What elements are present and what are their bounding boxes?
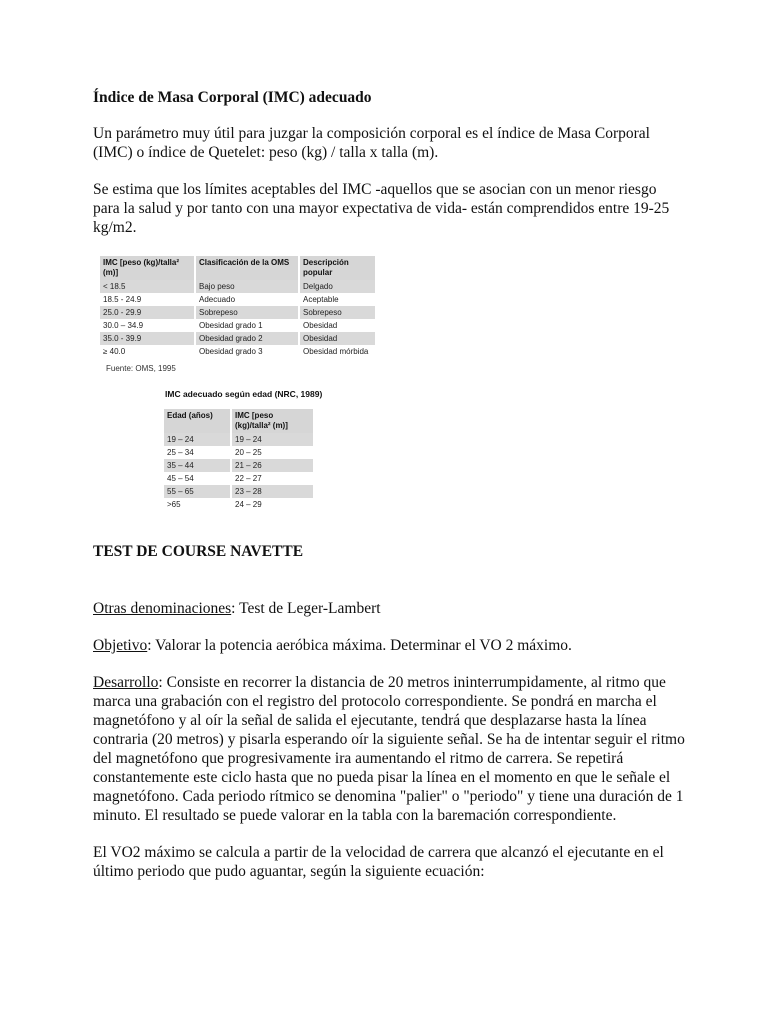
table-row — [164, 498, 314, 511]
text-desarrollo: : Consiste en recorrer la distancia de 20 metros ininterrumpidamente, al ritmo que marca una grabación con el registro del protocolo correspondiente. Se pondrá en marcha el magnetófono y al oír la señal de salida el ejecutante, tendrá que desplazarse hasta la línea contraria (20 metros) y pisarla esperando oír la siguiente señal. Se ha de intentar seguir el ritmo del magnetófono que progresivamente ira aumentando el ritmo de carrera. Se repetirá constantemente este ciclo hasta que no pueda pisar la línea en el momento en que le señale el magnetófono. Cada periodo rítmico se denomina "palier" o "periodo" y tiene una duración de 1 minuto. El resultado se puede valorar en la tabla con la baremación correspondiente. — [93, 674, 685, 824]
text-otras: : Test de Leger-Lambert — [231, 600, 381, 617]
table-cell: Obesidad — [299, 332, 376, 345]
table-cell: Sobrepeso — [195, 306, 299, 319]
table-cell: 55 – 65 — [164, 485, 231, 498]
table-cell: 24 – 29 — [231, 498, 314, 511]
table2-header-imc: IMC [peso (kg)/talla² (m)] — [231, 409, 314, 433]
table-row — [100, 293, 376, 306]
document-page — [93, 88, 678, 255]
table-cell: 20 – 25 — [231, 446, 314, 459]
table-row — [100, 332, 376, 345]
table1-source: Fuente: OMS, 1995 — [106, 364, 176, 373]
table2-header-age: Edad (años) — [164, 409, 231, 433]
table-row — [164, 472, 314, 485]
table-cell: 19 – 24 — [164, 433, 231, 446]
text-objetivo: : Valorar la potencia aeróbica máxima. Determinar el VO 2 máximo. — [147, 637, 572, 654]
table-cell: Obesidad grado 1 — [195, 319, 299, 332]
table-row — [100, 319, 376, 332]
table-cell: 22 – 27 — [231, 472, 314, 485]
course-navette-section — [93, 543, 693, 899]
table-cell: 25 – 34 — [164, 446, 231, 459]
imc-age-table — [164, 409, 315, 511]
heading-course-navette: TEST DE COURSE NAVETTE — [93, 543, 304, 560]
table-cell: Delgado — [299, 280, 376, 293]
table-cell: Adecuado — [195, 293, 299, 306]
table-cell: Bajo peso — [195, 280, 299, 293]
table-cell: 30.0 – 34.9 — [100, 319, 195, 332]
table-row — [164, 459, 314, 472]
table-cell: Obesidad — [299, 319, 376, 332]
table-row — [164, 485, 314, 498]
paragraph-vo2: El VO2 máximo se calcula a partir de la velocidad de carrera que alcanzó el ejecutante en el último periodo que pudo aguantar, según la siguiente ecuación: — [93, 844, 664, 880]
table-row — [164, 433, 314, 446]
table-cell: ≥ 40.0 — [100, 345, 195, 358]
table1-header-popular: Descripción popular — [299, 256, 376, 280]
paragraph-imc-definition: Un parámetro muy útil para juzgar la composición corporal es el índice de Masa Corporal (IMC) o índice de Quetelet: peso (kg) / talla x talla (m). — [93, 125, 650, 161]
table-row — [100, 280, 376, 293]
table-cell: 35 – 44 — [164, 459, 231, 472]
label-objetivo: Objetivo — [93, 637, 148, 654]
table-cell: 21 – 26 — [231, 459, 314, 472]
imc-classification-table — [100, 256, 377, 358]
table-row — [100, 345, 376, 358]
table-cell: Sobrepeso — [299, 306, 376, 319]
paragraph-desarrollo — [93, 673, 693, 825]
table-cell: 18.5 - 24.9 — [100, 293, 195, 306]
table1-header-oms: Clasificación de la OMS — [195, 256, 299, 280]
table-cell: Obesidad grado 2 — [195, 332, 299, 345]
heading-imc: Índice de Masa Corporal (IMC) adecuado — [93, 89, 372, 106]
table-cell: 35.0 - 39.9 — [100, 332, 195, 345]
table-cell: Obesidad grado 3 — [195, 345, 299, 358]
table-cell: >65 — [164, 498, 231, 511]
label-otras: Otras denominaciones — [93, 600, 232, 617]
table-row — [100, 306, 376, 319]
paragraph-otras — [93, 599, 693, 618]
label-desarrollo: Desarrollo — [93, 674, 159, 691]
table-cell: 25.0 - 29.9 — [100, 306, 195, 319]
table-cell: < 18.5 — [100, 280, 195, 293]
table-cell: 19 – 24 — [231, 433, 314, 446]
table-cell: 45 – 54 — [164, 472, 231, 485]
paragraph-objetivo — [93, 636, 693, 655]
table-cell: 23 – 28 — [231, 485, 314, 498]
table-row — [164, 446, 314, 459]
table1-header-imc: IMC [peso (kg)/talla² (m)] — [100, 256, 195, 280]
table2-caption: IMC adecuado según edad (NRC, 1989) — [165, 389, 323, 399]
table-cell: Aceptable — [299, 293, 376, 306]
table-cell: Obesidad mórbida — [299, 345, 376, 358]
paragraph-imc-limits: Se estima que los límites aceptables del IMC -aquellos que se asocian con un menor riesgo para la salud y por tanto con una mayor expectativa de vida- están comprendidos entre 19-25 kg/m2. — [93, 181, 670, 236]
